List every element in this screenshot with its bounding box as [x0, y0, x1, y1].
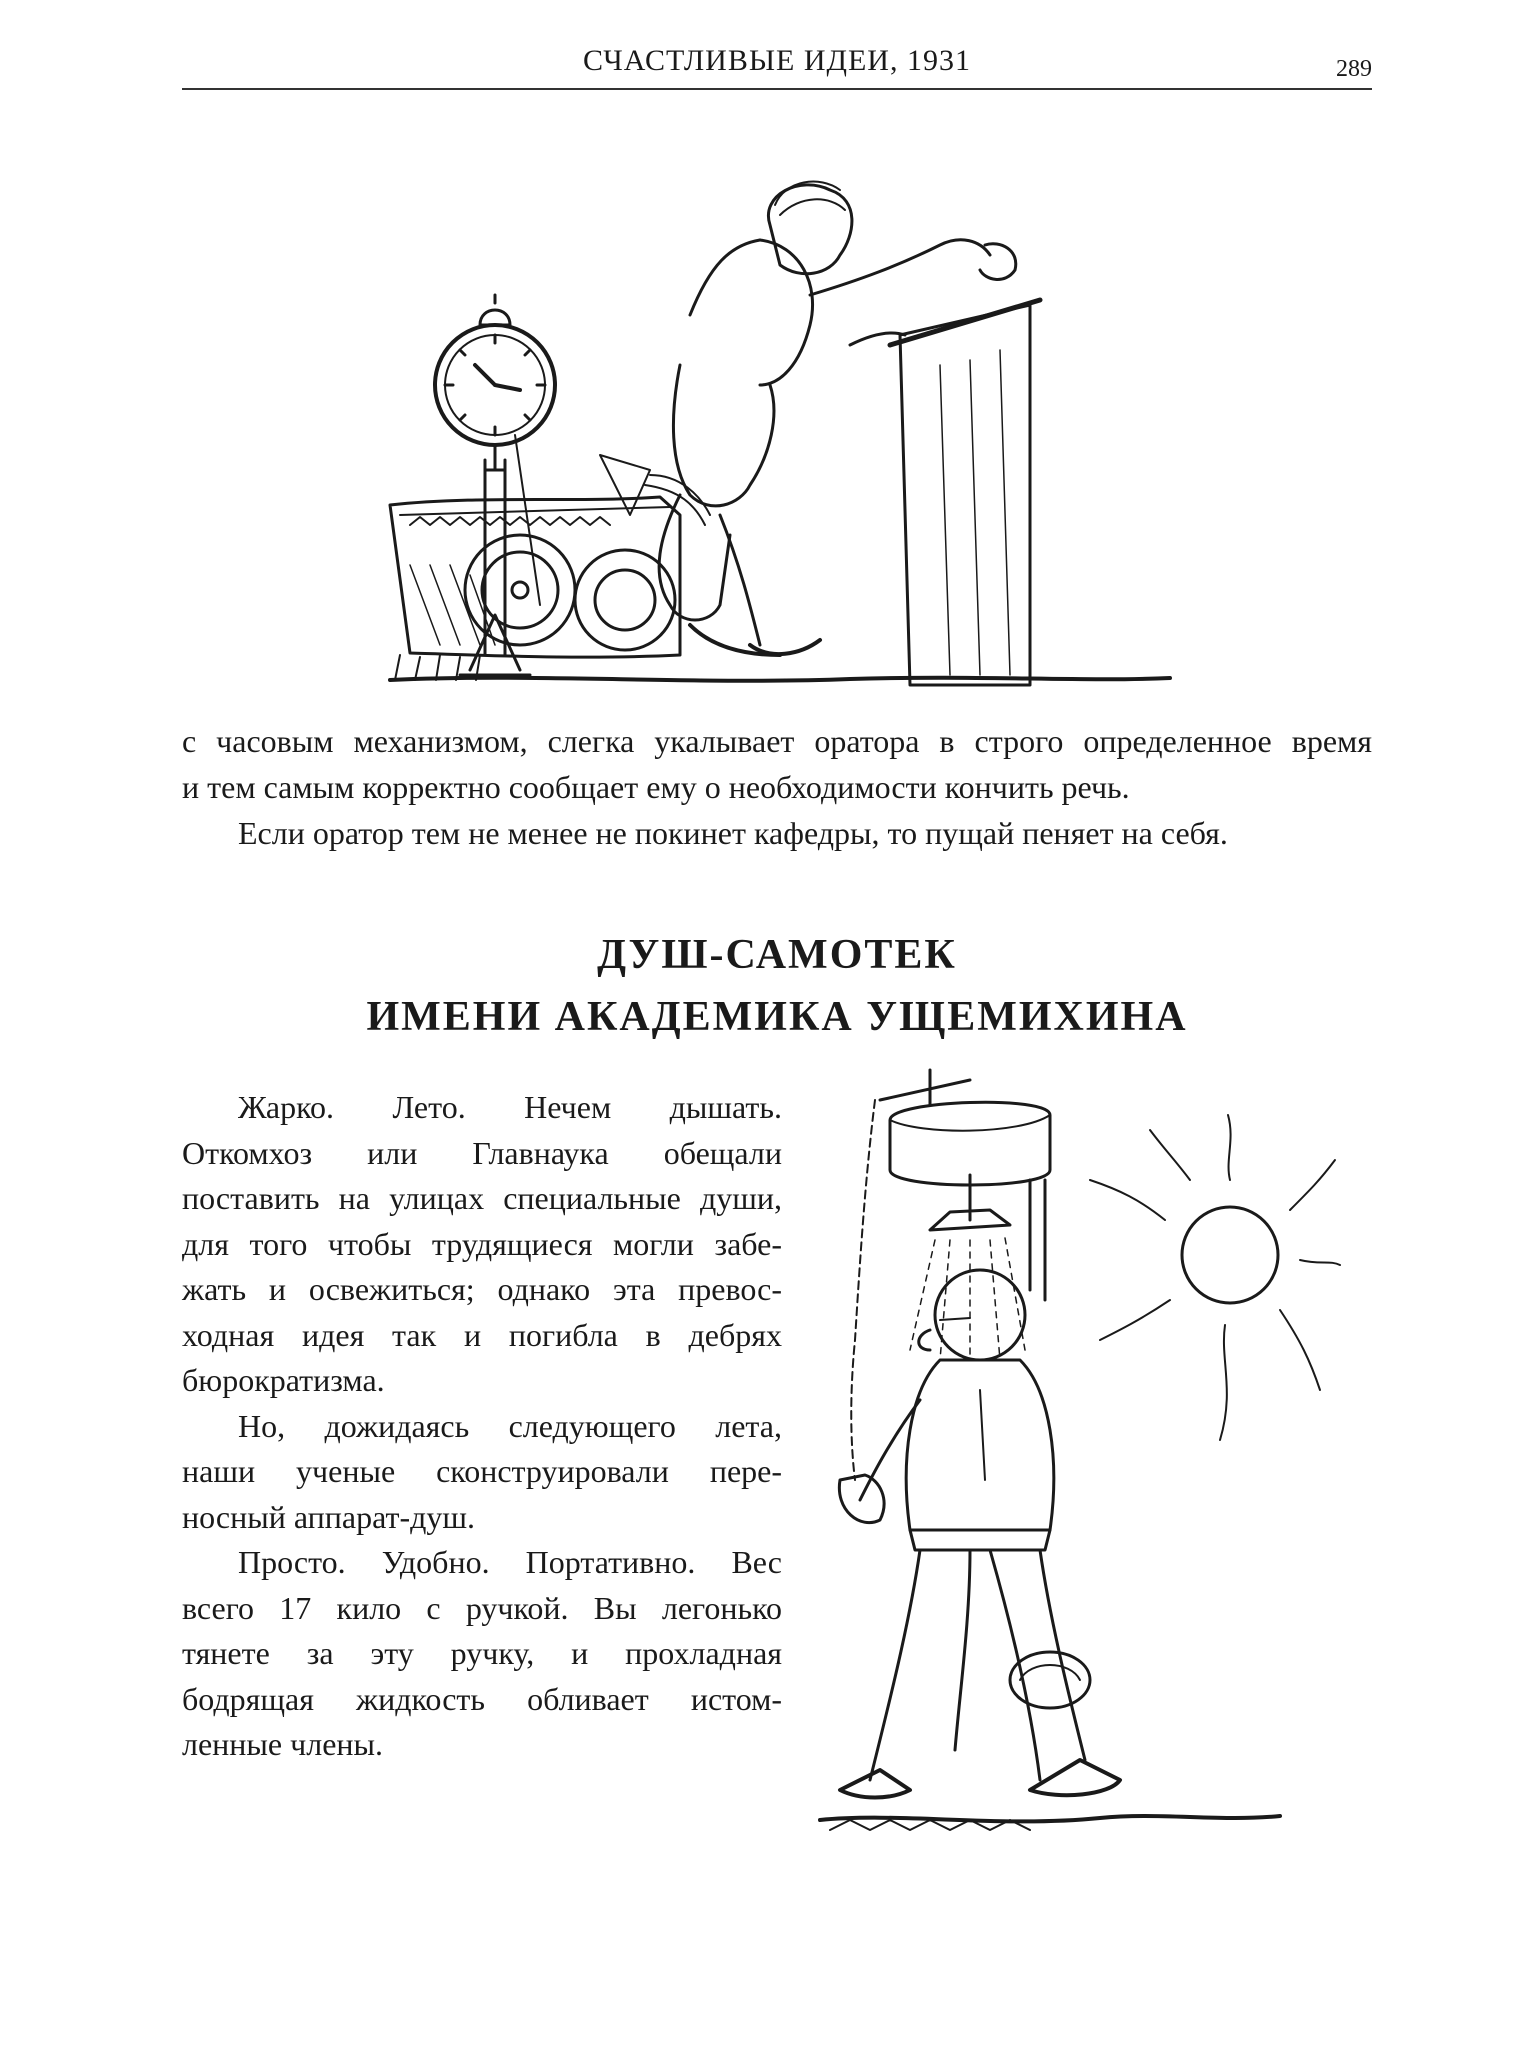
- text-line: ленные члены.: [182, 1726, 384, 1762]
- text-line: с часовым механизмом, слегка укалывает оратора в строго определенное время: [182, 723, 1372, 759]
- text-line: Просто. Удобно. Портативно. Вес: [238, 1544, 782, 1580]
- text-line: наши ученые сконструировали пере-: [182, 1453, 782, 1489]
- text-line: ходная идея так и погибла в дебрях: [182, 1316, 782, 1353]
- text-line: бюрократизма.: [182, 1362, 385, 1398]
- paragraph-1: [182, 1085, 782, 1404]
- heading-line: ИМЕНИ АКАДЕМИКА УЩЕМИХИНА: [366, 994, 1188, 1040]
- section-body: [182, 1085, 782, 1768]
- paragraph-3: [182, 1540, 782, 1768]
- text-line: жать и освежиться; однако эта превос-: [182, 1271, 782, 1307]
- running-head: [182, 40, 1372, 92]
- illustration-orator-clockwork: [380, 185, 1180, 695]
- paragraph-2: [182, 1404, 782, 1541]
- text-line: тянете за эту ручку, и прохладная: [182, 1635, 782, 1671]
- text-line: Откомхоз или Главнаука обещали: [182, 1134, 782, 1171]
- running-title: СЧАСТЛИВЫЕ ИДЕИ, 1931: [583, 44, 971, 77]
- header-rule: [182, 88, 1372, 90]
- text-line: носный аппарат-душ.: [182, 1498, 476, 1535]
- heading-line: ДУШ-САМОТЕК: [597, 932, 957, 978]
- text-line: поставить на улицах специальные души,: [182, 1180, 782, 1216]
- text-line: Но, дожидаясь следующего лета,: [238, 1407, 782, 1444]
- text-line: Жарко. Лето. Нечем дышать.: [238, 1089, 782, 1125]
- continuation-paragraph: [182, 718, 1372, 856]
- section-heading: [182, 924, 1372, 1048]
- page-number: 289: [1336, 56, 1372, 82]
- text-line: бодрящая жидкость обливает истом-: [182, 1680, 782, 1717]
- text-line: для того чтобы трудящиеся могли забе-: [182, 1225, 782, 1262]
- text-line: всего 17 кило с ручкой. Вы легонько: [182, 1589, 782, 1626]
- text-paragraph: Если оратор тем не менее не покинет кафедры, то пущай пеняет на себя.: [238, 815, 1228, 851]
- text-line: и тем самым корректно сообщает ему о необходимости кончить речь.: [182, 769, 1130, 805]
- illustration-portable-shower: [820, 1060, 1340, 1890]
